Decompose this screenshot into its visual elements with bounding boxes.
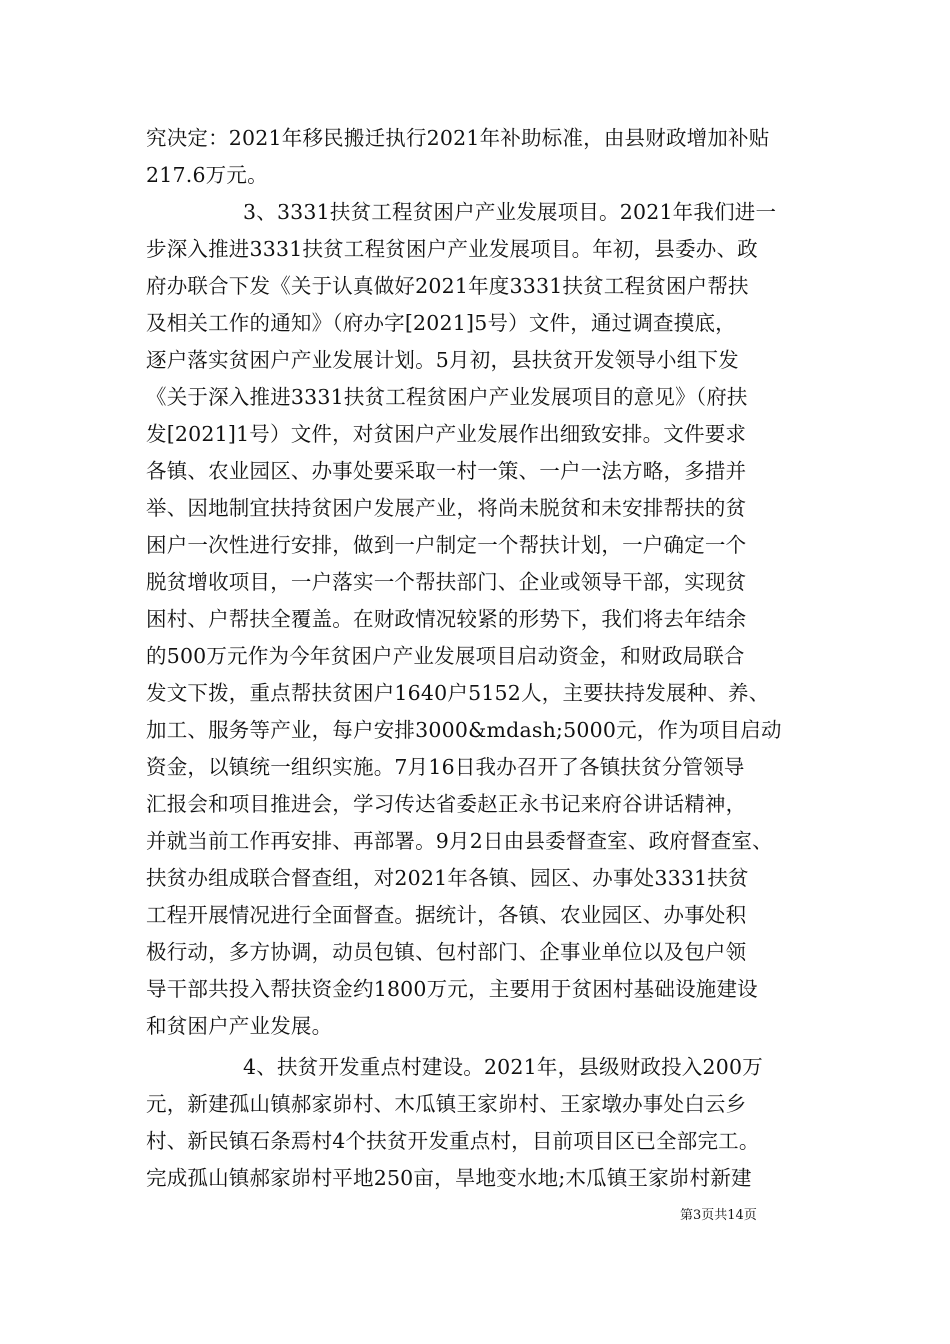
text-line-22: 工程开展情况进行全面督查。据统计，各镇、农业园区、办事处积 xyxy=(146,903,747,927)
text-line-7: 逐户落实贫困户产业发展计划。5月初，县扶贫开发领导小组下发 xyxy=(146,348,739,372)
text-line-14: 困村、户帮扶全覆盖。在财政情况较紧的形势下，我们将去年结余 xyxy=(146,607,747,631)
page-number-footer: 第3页共14页 xyxy=(680,1208,757,1223)
text-line-11: 举、因地制宜扶持贫困户发展产业，将尚未脱贫和未安排帮扶的贫 xyxy=(146,496,747,520)
text-line-8: 《关于深入推进3331扶贫工程贫困户产业发展项目的意见》（府扶 xyxy=(146,385,748,409)
text-line-2: 217.6万元。 xyxy=(146,163,268,187)
text-line-9: 发[2021]1号）文件，对贫困户产业发展作出细致安排。文件要求 xyxy=(146,422,747,446)
text-line-4: 步深入推进3331扶贫工程贫困户产业发展项目。年初，县委办、政 xyxy=(146,237,758,261)
text-line-6: 及相关工作的通知》（府办字[2021]5号）文件，通过调查摸底， xyxy=(146,311,736,335)
text-line-12: 困户一次性进行安排，做到一户制定一个帮扶计划，一户确定一个 xyxy=(146,533,747,557)
text-line-28: 村、新民镇石条焉村4个扶贫开发重点村，目前项目区已全部完工。 xyxy=(146,1129,760,1153)
text-line-26: 4、扶贫开发重点村建设。2021年，县级财政投入200万 xyxy=(243,1055,763,1079)
text-line-21: 扶贫办组成联合督查组，对2021年各镇、园区、办事处3331扶贫 xyxy=(146,866,749,890)
text-line-24: 导干部共投入帮扶资金约1800万元，主要用于贫困村基础设施建设 xyxy=(146,977,758,1001)
text-line-27: 元，新建孤山镇郝家峁村、木瓜镇王家峁村、王家墩办事处白云乡 xyxy=(146,1092,747,1116)
text-line-5: 府办联合下发《关于认真做好2021年度3331扶贫工程贫困户帮扶 xyxy=(146,274,749,298)
text-line-15: 的500万元作为今年贫困户产业发展项目启动资金，和财政局联合 xyxy=(146,644,745,668)
text-line-23: 极行动，多方协调，动员包镇、包村部门、企事业单位以及包户领 xyxy=(146,940,747,964)
text-line-18: 资金，以镇统一组织实施。7月16日我办召开了各镇扶贫分管领导 xyxy=(146,755,745,779)
text-line-17: 加工、服务等产业，每户安排3000&mdash;5000元，作为项目启动 xyxy=(146,718,782,742)
text-line-10: 各镇、农业园区、办事处要采取一村一策、一户一法方略，多措并 xyxy=(146,459,747,483)
text-line-29: 完成孤山镇郝家峁村平地250亩，旱地变水地;木瓜镇王家峁村新建 xyxy=(146,1166,752,1190)
text-line-20: 并就当前工作再安排、再部署。9月2日由县委督查室、政府督查室、 xyxy=(146,829,773,853)
text-line-19: 汇报会和项目推进会，学习传达省委赵正永书记来府谷讲话精神， xyxy=(146,792,747,816)
text-line-13: 脱贫增收项目，一户落实一个帮扶部门、企业或领导干部，实现贫 xyxy=(146,570,747,594)
text-line-25: 和贫困户产业发展。 xyxy=(146,1014,333,1038)
text-line-1: 究决定：2021年移民搬迁执行2021年补助标准，由县财政增加补贴 xyxy=(146,126,770,150)
text-line-16: 发文下拨，重点帮扶贫困户1640户5152人，主要扶持发展种、养、 xyxy=(146,681,770,705)
text-line-3: 3、3331扶贫工程贫困户产业发展项目。2021年我们进一 xyxy=(243,200,777,224)
